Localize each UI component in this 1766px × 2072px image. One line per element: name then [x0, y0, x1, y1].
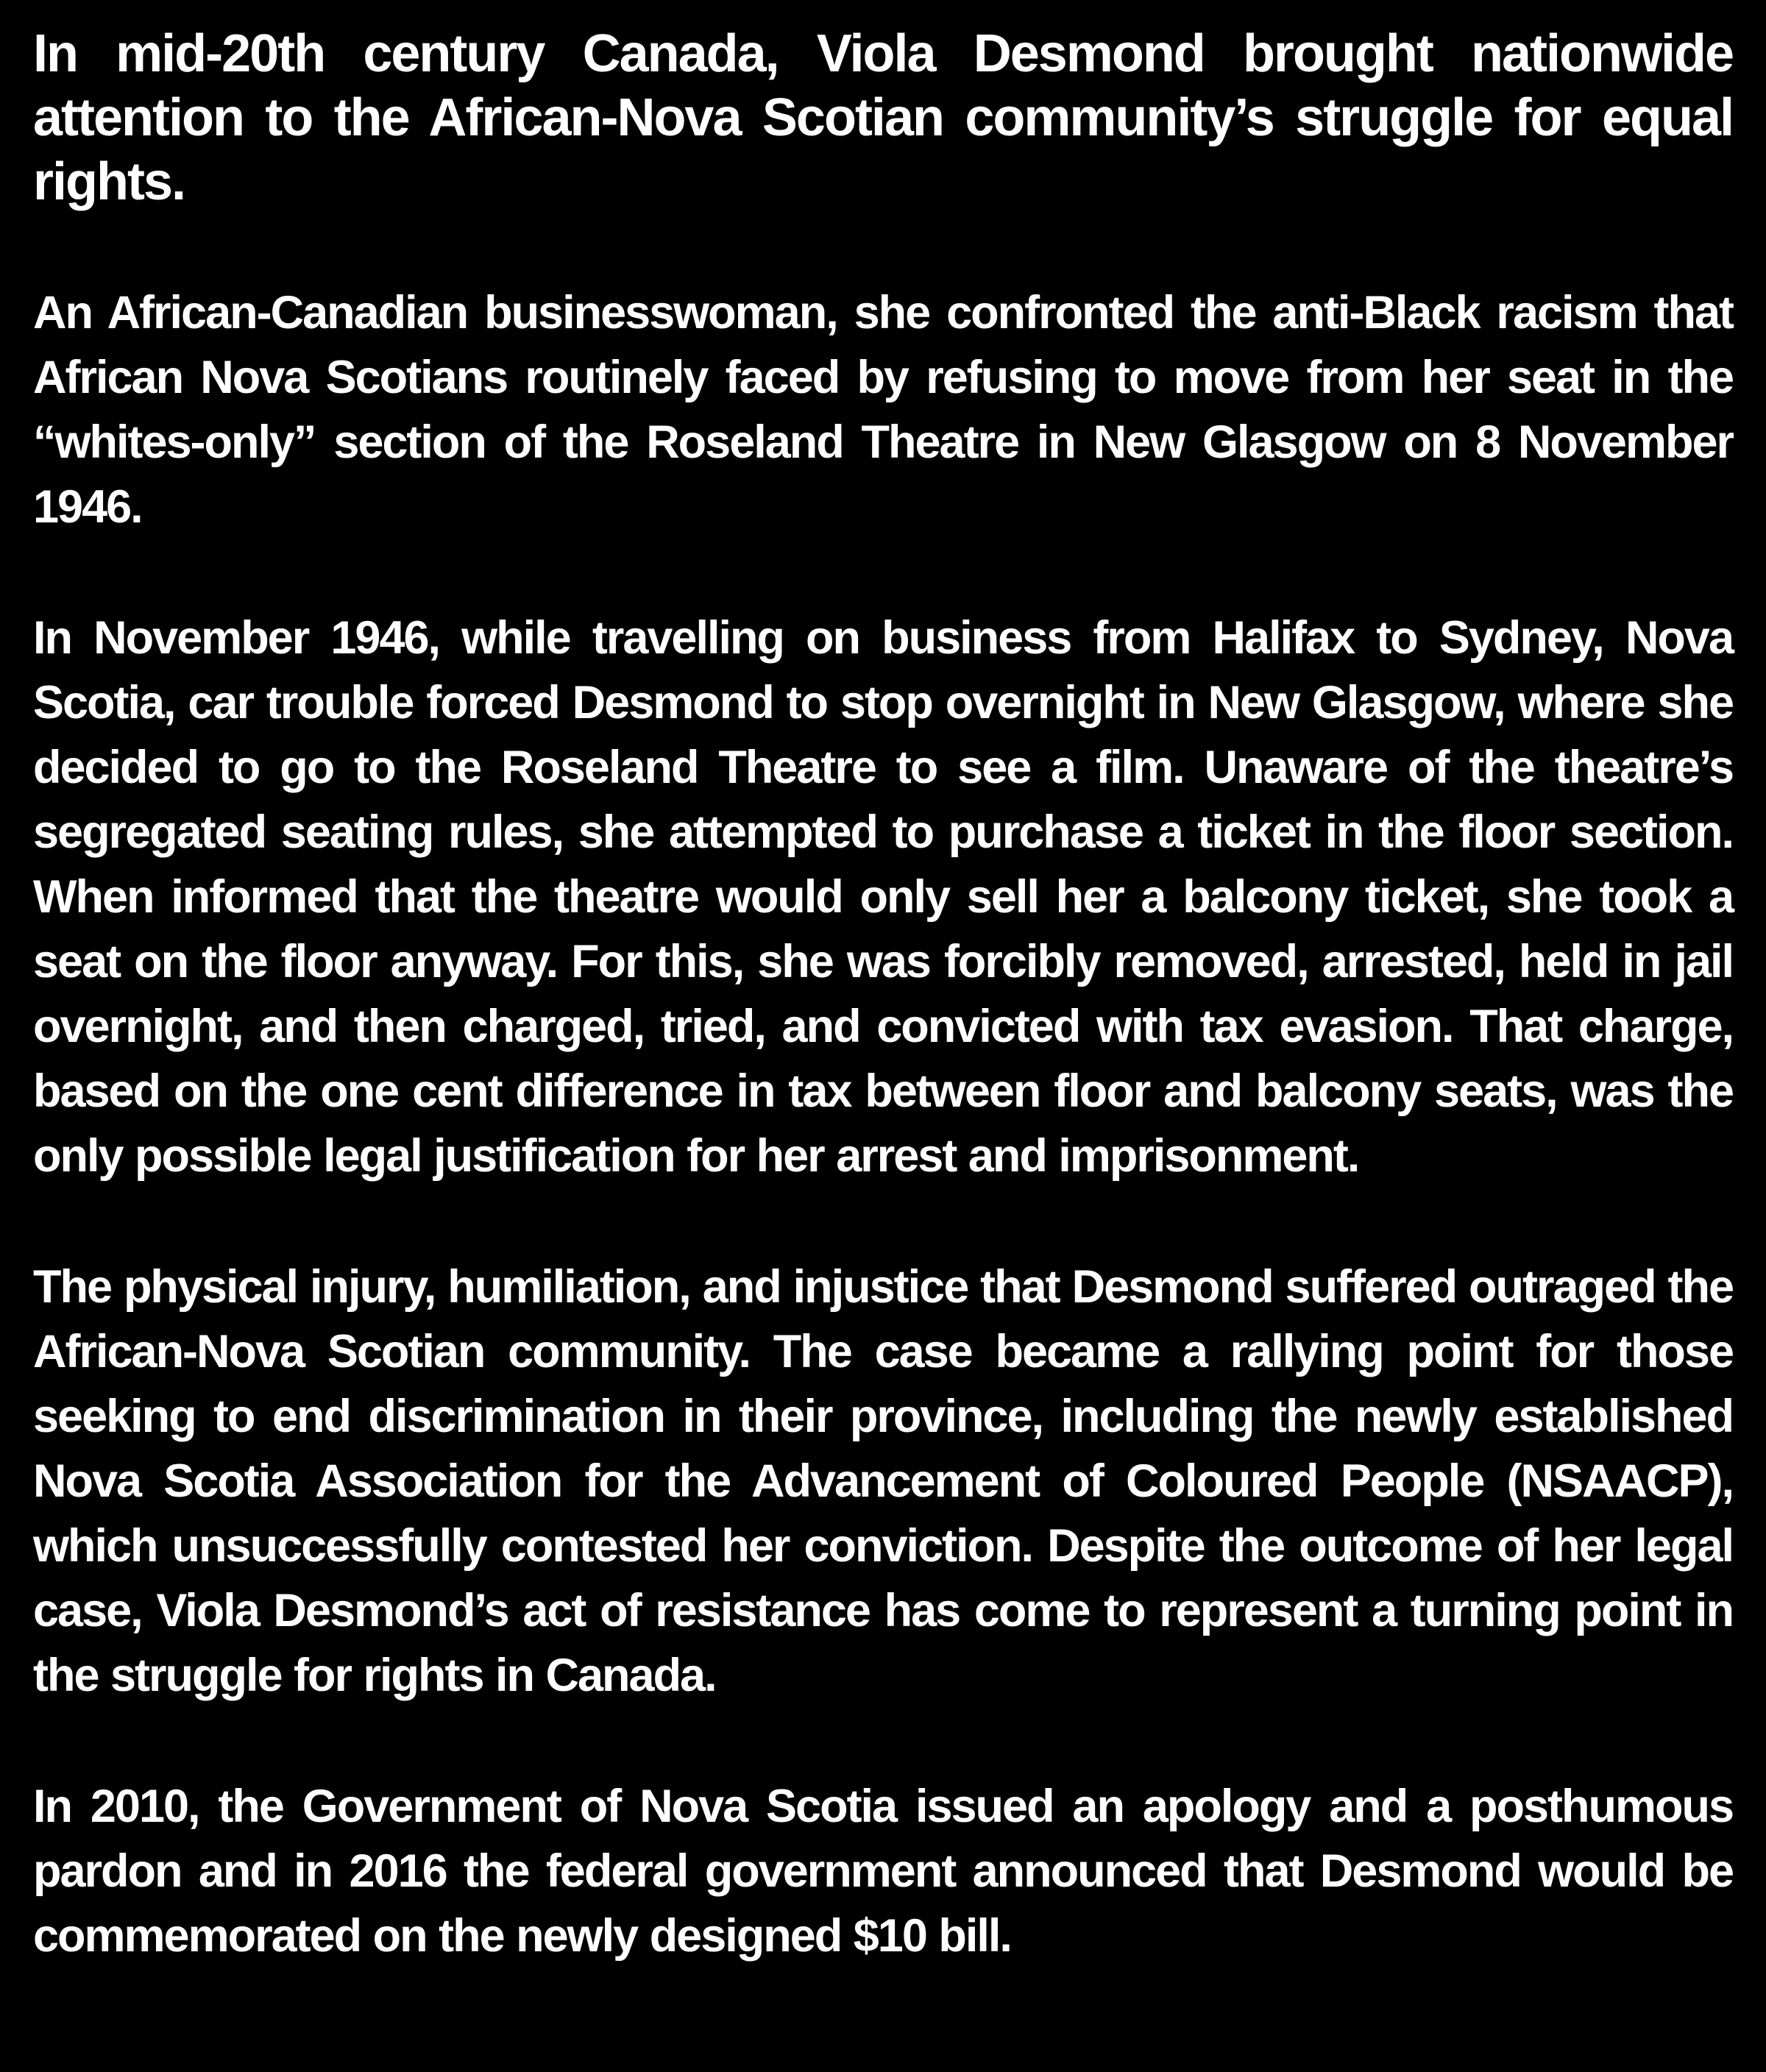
document-body — [33, 22, 1733, 1968]
paragraph-background: An African-Canadian businesswoman, she confronted the anti-Black racism that African Nova Scotians routinely faced by refusing to move from her seat in the “whites-only” section of the Roseland Theatre in New Glasgow on 8 November 1946. — [33, 287, 1733, 533]
paragraph-incident: In November 1946, while travelling on business from Halifax to Sydney, Nova Scotia, car trouble forced Desmond to stop overnight in New Glasgow, where she decided to go to the Roseland Theatre to see a film. Unaware of the theatre’s segregated seating rules, she attempted to purchase a ticket in the floor section. When informed that the theatre would only sell her a balcony ticket, she took a seat on the floor anyway. For this, she was forcibly removed, arrested, held in jail overnight, and then charged, tried, and convicted with tax evasion. That charge, based on the one cent difference in tax between floor and balcony seats, was the only possible legal justification for her arrest and imprisonment. — [33, 612, 1733, 1182]
paragraph-aftermath: The physical injury, humiliation, and injustice that Desmond suffered outraged the African-Nova Scotian community. The case became a rallying point for those seeking to end discrimination in their province, including the newly established Nova Scotia Association for the Advancement of Coloured People (NSAACP), which unsuccessfully contested her conviction. Despite the outcome of her legal case, Viola Desmond’s act of resistance has come to represent a turning point in the struggle for rights in Canada. — [33, 1261, 1733, 1701]
intro-heading: In mid-20th century Canada, Viola Desmond brought nationwide attention to the African-Nova Scotian community’s struggle for equal rights. — [33, 24, 1733, 211]
paragraph-legacy: In 2010, the Government of Nova Scotia issued an apology and a posthumous pardon and in 2016 the federal government announced that Desmond would be commemorated on the newly designed $10 bill. — [33, 1781, 1733, 1962]
